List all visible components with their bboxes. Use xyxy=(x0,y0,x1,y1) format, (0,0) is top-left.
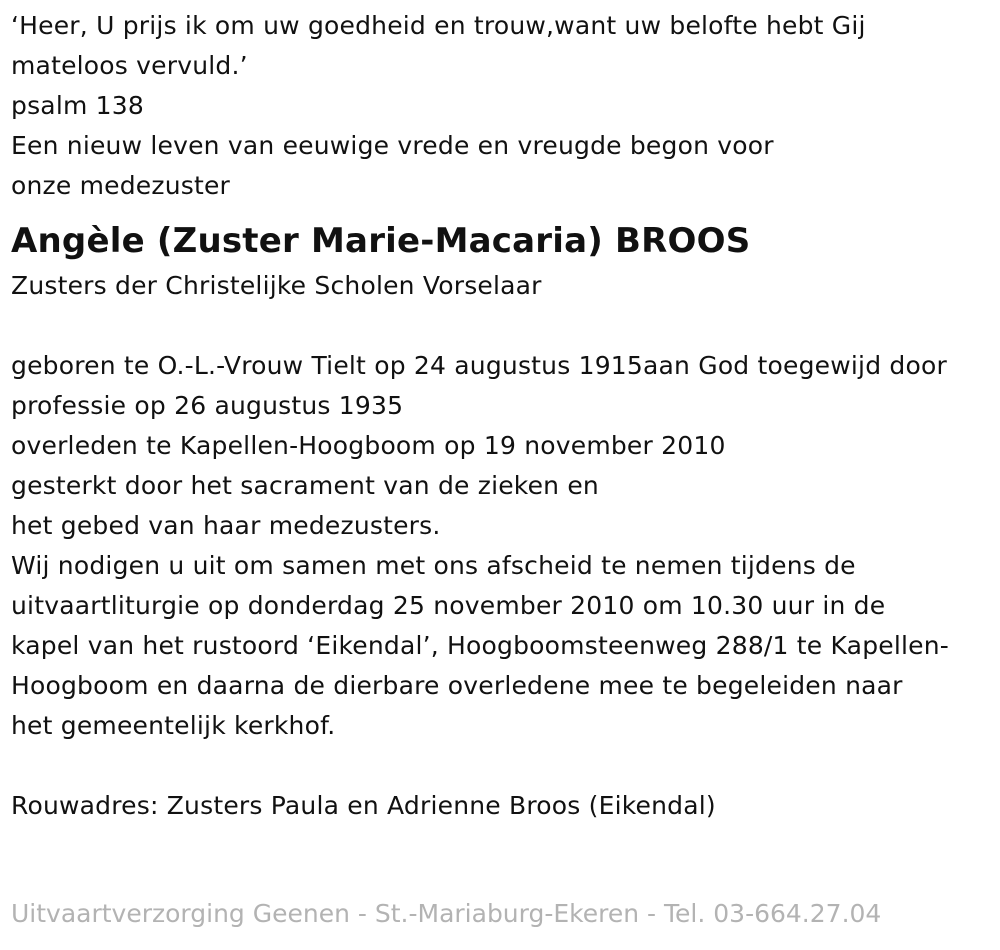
details-line-6: Wij nodigen u uit om samen met ons afscheid te nemen tijdens de xyxy=(11,551,856,580)
details-line-4: gesterkt door het sacrament van de zieken en xyxy=(11,471,599,500)
quote-source: psalm 138 xyxy=(11,91,144,120)
details-line-7: uitvaartliturgie op donderdag 25 november 2010 om 10.30 uur in de xyxy=(11,591,886,620)
details-line-8: kapel van het rustoord ‘Eikendal’, Hoogboomsteenweg 288/1 te Kapellen- xyxy=(11,631,949,660)
details-line-1: geboren te O.-L.-Vrouw Tielt op 24 augustus 1915aan God toegewijd door xyxy=(11,351,947,380)
details-line-9: Hoogboom en daarna de dierbare overledene mee te begeleiden naar xyxy=(11,671,903,700)
funeral-home-footer: Uitvaartverzorging Geenen - St.-Mariaburg-Ekeren - Tel. 03-664.27.04 xyxy=(11,899,882,928)
death-notice xyxy=(11,6,996,826)
spacer xyxy=(11,306,996,346)
details-line-2: professie op 26 augustus 1935 xyxy=(11,391,404,420)
quote-line-2: mateloos vervuld.’ xyxy=(11,51,248,80)
spacer xyxy=(11,746,996,786)
intro-line-1: Een nieuw leven van eeuwige vrede en vreugde begon voor xyxy=(11,131,774,160)
details-line-3: overleden te Kapellen-Hoogboom op 19 november 2010 xyxy=(11,431,726,460)
quote-line-1: ‘Heer, U prijs ik om uw goedheid en trouw,want uw belofte hebt Gij xyxy=(11,11,866,40)
details-line-5: het gebed van haar medezusters. xyxy=(11,511,441,540)
intro-line-2: onze medezuster xyxy=(11,171,231,200)
details-line-10: het gemeentelijk kerkhof. xyxy=(11,711,336,740)
deceased-name: Angèle (Zuster Marie-Macaria) BROOS xyxy=(11,221,751,261)
congregation: Zusters der Christelijke Scholen Vorselaar xyxy=(11,271,542,300)
mourning-address: Rouwadres: Zusters Paula en Adrienne Broos (Eikendal) xyxy=(11,791,716,820)
